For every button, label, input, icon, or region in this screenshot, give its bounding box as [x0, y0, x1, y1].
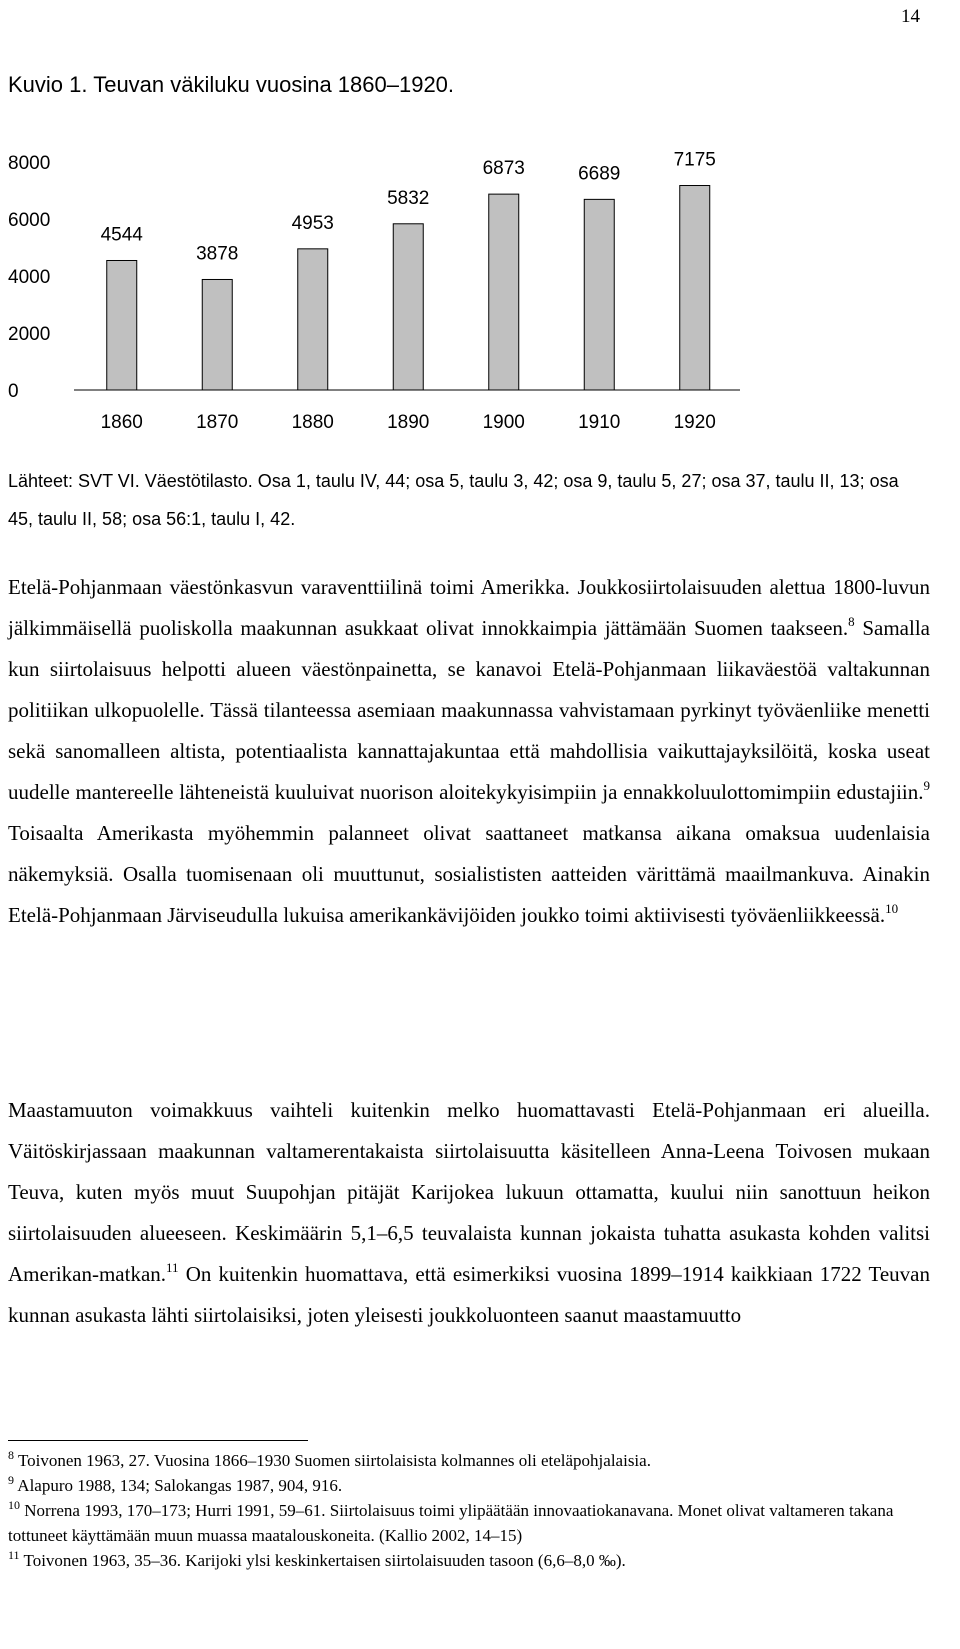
data-label-1910: 6689 [578, 163, 621, 185]
footnote-8 [8, 1448, 933, 1473]
data-label-1900: 6873 [482, 158, 525, 180]
footnote-number: 9 [8, 1473, 14, 1487]
bar-1870 [202, 279, 232, 390]
footnote-number: 11 [8, 1548, 20, 1562]
x-tick-label-1880: 1880 [291, 412, 334, 433]
y-tick-label: 4000 [8, 267, 51, 288]
y-tick-label: 8000 [8, 153, 51, 174]
footnote-number: 10 [8, 1498, 20, 1512]
footnote-number: 8 [8, 1448, 14, 1462]
bar-1860 [107, 260, 137, 390]
x-tick-label-1900: 1900 [482, 412, 525, 433]
footnote-ref-9[interactable]: 9 [923, 778, 930, 793]
paragraph-2-text-a: Maastamuuton voimakkuus vaihteli kuitenkin melko huomattavasti Etelä-Pohjanmaan eri alueilla. Väitöskirjassaan maakunnan valtamerentakaista siirtolaisuutta käsitelleen Anna-Leena Toivosen mukaan Teuva, kuten myös muut Suupohjan pitäjät Karijokea lukuun ottamatta, kuului niin sanottuun heikon siirtolaisuuden alueeseen. Keskimäärin 5,1–6,5 teuvalaista kunnan jokaista tuhatta asukasta kohden valitsi Amerikan-matkan. [8, 1098, 930, 1286]
x-tick-label-1910: 1910 [578, 412, 621, 433]
footnote-text: Toivonen 1963, 35–36. Karijoki ylsi keskinkertaisen siirtolaisuuden tasoon (6,6–8,0 ‰). [19, 1551, 626, 1570]
paragraph-2-text-b: On kuitenkin huomattava, että esimerkiksi vuosina 1899–1914 kaikkiaan 1722 Teuvan kunnan asukasta lähti siirtolaisiksi, joten yleisesti joukkoluonteen saanut maastamuutto [8, 1262, 930, 1327]
paragraph-2 [8, 1090, 930, 1336]
paragraph-1-text-b: Samalla kun siirtolaisuus helpotti alueen väestönpainetta, se kanavoi Etelä-Pohjanmaan liikaväestöä valtakunnan politiikan ulkopuolelle. Tässä tilanteessa asemiaan maakunnassa vahvistamaan pyrkinyt työväenliike menetti sekä sanomalleen altista, potentiaalista kannattajakuntaa että mahdollisia vaikuttajayksilöitä, koska useat uudelle mantereelle lähteneistä kuuluivat nuorison aloitekykyisimpiin ja ennakkoluulottomimpiin edustajiin. [8, 616, 930, 804]
bar-1900 [489, 194, 519, 390]
bar-1920 [680, 186, 710, 390]
data-label-1860: 4544 [100, 224, 143, 246]
bar-1910 [584, 199, 614, 390]
paragraph-1-text-a: Etelä-Pohjanmaan väestönkasvun varaventtiilinä toimi Amerikka. Joukkosiirtolaisuuden alettua 1800-luvun jälkimmäisellä puoliskolla maakunnan asukkaat olivat innokkaimpia jättämään Suomen taakseen. [8, 575, 930, 640]
y-tick-label: 2000 [8, 324, 51, 345]
x-tick-label-1890: 1890 [387, 412, 430, 433]
footnote-9 [8, 1473, 933, 1498]
footnote-text: Norrena 1993, 170–173; Hurri 1991, 59–61. Siirtolaisuus toimi ylipäätään innovaatiokanavana. Monet olivat valtameren takana tottuneet käyttämään muun muassa maatalouskoneita. (Kallio 2002, 14–15) [8, 1501, 894, 1545]
footnote-10 [8, 1498, 933, 1548]
bar-1880 [298, 249, 328, 390]
figure-source: Lähteet: SVT VI. Väestötilasto. Osa 1, taulu IV, 44; osa 5, taulu 3, 42; osa 9, taulu 5, 27; osa 37, taulu II, 13; osa 45, taulu II, 58; osa 56:1, taulu I, 42. [8, 471, 899, 529]
footnote-ref-8[interactable]: 8 [848, 614, 855, 629]
page-number: 14 [901, 6, 920, 27]
footnote-text: Alapuro 1988, 134; Salokangas 1987, 904, 916. [14, 1476, 343, 1495]
x-tick-label-1920: 1920 [673, 412, 716, 433]
x-axis-ticks [101, 412, 716, 433]
bar-1890 [393, 224, 423, 390]
x-tick-label-1860: 1860 [100, 412, 143, 433]
footnote-text: Toivonen 1963, 27. Vuosina 1866–1930 Suomen siirtolaisista kolmannes oli eteläpohjalaisia. [14, 1451, 651, 1470]
figure-caption: Kuvio 1. Teuvan väkiluku vuosina 1860–1920. [8, 72, 455, 97]
data-label-1870: 3878 [196, 243, 239, 265]
footnote-ref-10[interactable]: 10 [885, 901, 899, 916]
population-bar-chart [0, 140, 740, 440]
y-tick-label: 6000 [8, 210, 51, 231]
footnote-divider [8, 1440, 308, 1441]
footnotes [8, 1448, 933, 1573]
data-label-1880: 4953 [291, 212, 334, 234]
y-axis-ticks [8, 153, 50, 402]
y-tick-label: 0 [8, 381, 19, 402]
paragraph-1 [8, 567, 930, 936]
bars [101, 150, 716, 390]
x-tick-label-1870: 1870 [196, 412, 239, 433]
paragraph-1-text-c: Toisaalta Amerikasta myöhemmin palanneet olivat saattaneet matkansa aikana omaksua uudenlaisia näkemyksiä. Osalla tuomisenaan oli muuttunut, sosialististen aatteiden värittämä maailmankuva. Ainakin Etelä-Pohjanmaan Järviseudulla lukuisa amerikankävijöiden joukko toimi aktiivisesti työväenliikkeessä. [8, 821, 930, 927]
data-label-1890: 5832 [387, 187, 430, 209]
data-label-1920: 7175 [673, 149, 716, 171]
footnote-11 [8, 1548, 933, 1573]
footnote-ref-11[interactable]: 11 [166, 1260, 179, 1275]
